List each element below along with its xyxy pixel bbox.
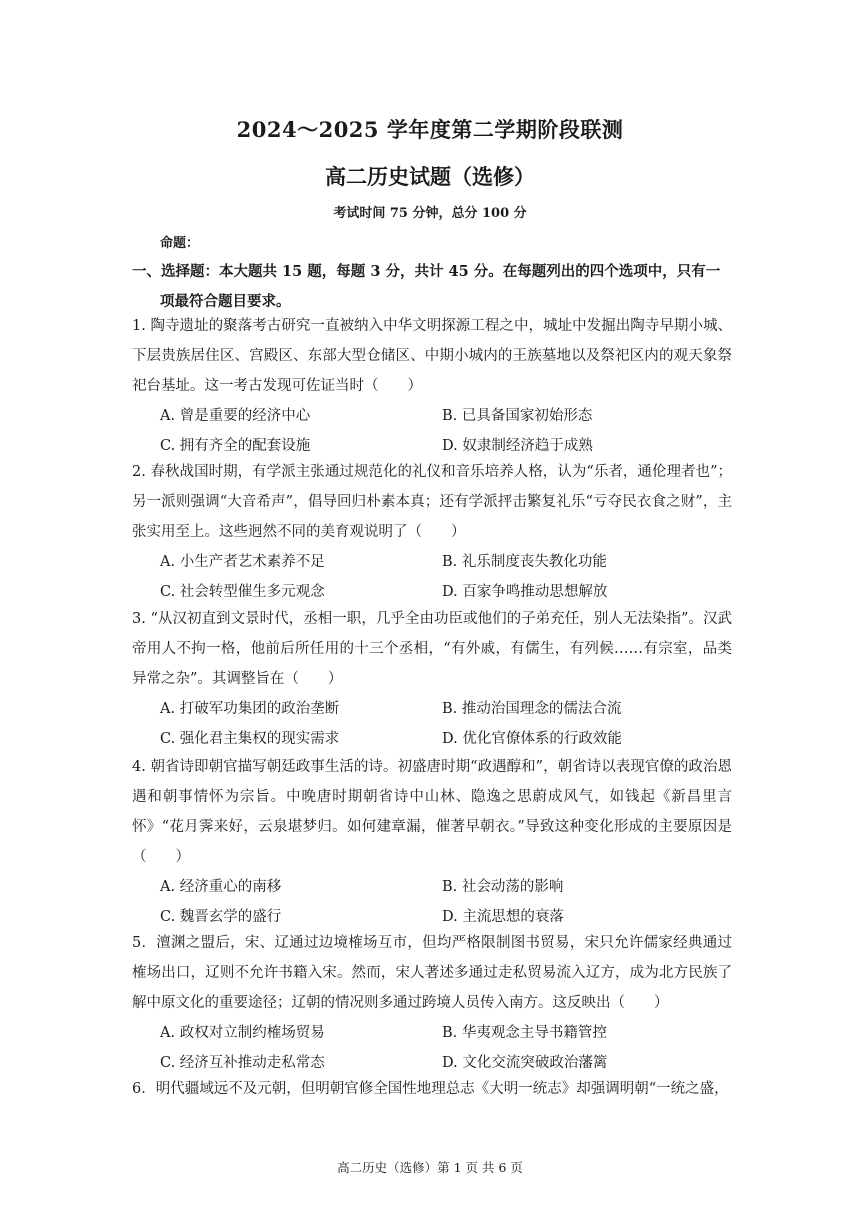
question-stem: 2. 春秋战国时期，有学派主张通过规范化的礼仪和音乐培养人格，认为“乐者，通伦理者也”；另一派则强调“大音希声”，倡导回归朴素本真；还有学派抨击繁复礼乐“亏夺民衣食之财”，主张实用至上。这些迥然不同的美育观说明了（ ） (132, 464, 732, 540)
option-b: B. 推动治国理念的儒法合流 (442, 701, 622, 717)
option-list (132, 872, 732, 932)
option-list (132, 694, 732, 754)
option-c: C. 拥有齐全的配套设施 (160, 438, 311, 454)
option-b: B. 社会动荡的影响 (442, 879, 564, 895)
question-stem: 6．明代疆域远不及元朝，但明朝官修全国性地理总志《大明一统志》却强调明朝“一统之盛， (132, 1081, 729, 1097)
option-b: B. 礼乐制度丧失教化功能 (442, 554, 607, 570)
question-4 (132, 752, 732, 932)
exam-time-info: 考试时间 75 分钟，总分 100 分 (333, 206, 527, 221)
page-footer: 高二历史（选修）第 1 页 共 6 页 (337, 1160, 523, 1175)
option-c: C. 社会转型催生多元观念 (160, 584, 325, 600)
section-heading-line1: 一、选择题：本大题共 15 题，每题 3 分，共计 45 分。在每题列出的四个选项中，只有一 (132, 263, 721, 280)
question-1 (132, 311, 732, 461)
option-list (132, 547, 732, 607)
exam-subtitle: 高二历史试题（选修） (325, 164, 535, 189)
option-d: D. 主流思想的衰落 (442, 909, 564, 925)
section-heading-line2: 项最符合题目要求。 (160, 293, 291, 310)
section-heading (132, 257, 732, 317)
option-d: D. 优化官僚体系的行政效能 (442, 731, 622, 747)
option-c: C. 强化君主集权的现实需求 (160, 731, 340, 747)
question-stem: 1. 陶寺遗址的聚落考古研究一直被纳入中华文明探源工程之中，城址中发掘出陶寺早期小城、下层贵族居住区、宫殿区、东部大型仓储区、中期小城内的王族墓地以及祭祀区内的观天象祭祀台基址。这一考古发现可佐证当时（ ） (132, 318, 732, 394)
question-6 (132, 1074, 732, 1104)
option-d: D. 文化交流突破政治藩篱 (442, 1055, 608, 1071)
option-c: C. 经济互补推动走私常态 (160, 1055, 325, 1071)
question-stem: 3. “从汉初直到文景时代，丞相一职，几乎全由功臣或他们的子弟充任，别人无法染指”。汉武帝用人不拘一格，他前后所任用的十三个丞相，“有外戚，有儒生，有列候……有宗室，品类异常之杂”。其调整旨在（ ） (132, 611, 732, 687)
option-b: B. 已具备国家初始形态 (442, 408, 593, 424)
option-a: A. 小生产者艺术素养不足 (160, 554, 325, 570)
option-a: A. 政权对立制约榷场贸易 (160, 1025, 325, 1041)
option-a: A. 曾是重要的经济中心 (160, 408, 311, 424)
option-a: A. 经济重心的南移 (160, 879, 282, 895)
option-d: D. 百家争鸣推动思想解放 (442, 584, 608, 600)
question-2 (132, 457, 732, 607)
question-3 (132, 604, 732, 754)
option-list (132, 401, 732, 461)
option-b: B. 华夷观念主导书籍管控 (442, 1025, 607, 1041)
question-5 (132, 928, 732, 1078)
option-list (132, 1018, 732, 1078)
question-stem: 4. 朝省诗即朝官描写朝廷政事生活的诗。初盛唐时期“政遇醇和”，朝省诗以表现官僚的政治恩遇和朝事情怀为宗旨。中晚唐时期朝省诗中山林、隐逸之思蔚成风气，如钱起《新昌里言怀》“花月霁来好，云泉堪梦归。如何建章漏，催著早朝衣。”导致这种变化形成的主要原因是（ ） (132, 759, 732, 865)
question-stem: 5．澶渊之盟后，宋、辽通过边境榷场互市，但均严格限制图书贸易，宋只允许儒家经典通过榷场出口，辽则不允许书籍入宋。然而，宋人著述多通过走私贸易流入辽方，成为北方民族了解中原文化的重要途径；辽朝的情况则多通过跨境人员传入南方。这反映出（ ） (132, 935, 732, 1011)
option-c: C. 魏晋玄学的盛行 (160, 909, 282, 925)
option-a: A. 打破军功集团的政治垄断 (160, 701, 340, 717)
setter-label: 命题： (160, 236, 200, 251)
option-d: D. 奴隶制经济趋于成熟 (442, 438, 593, 454)
exam-title: 2024～2025 学年度第二学期阶段联测 (236, 117, 624, 142)
